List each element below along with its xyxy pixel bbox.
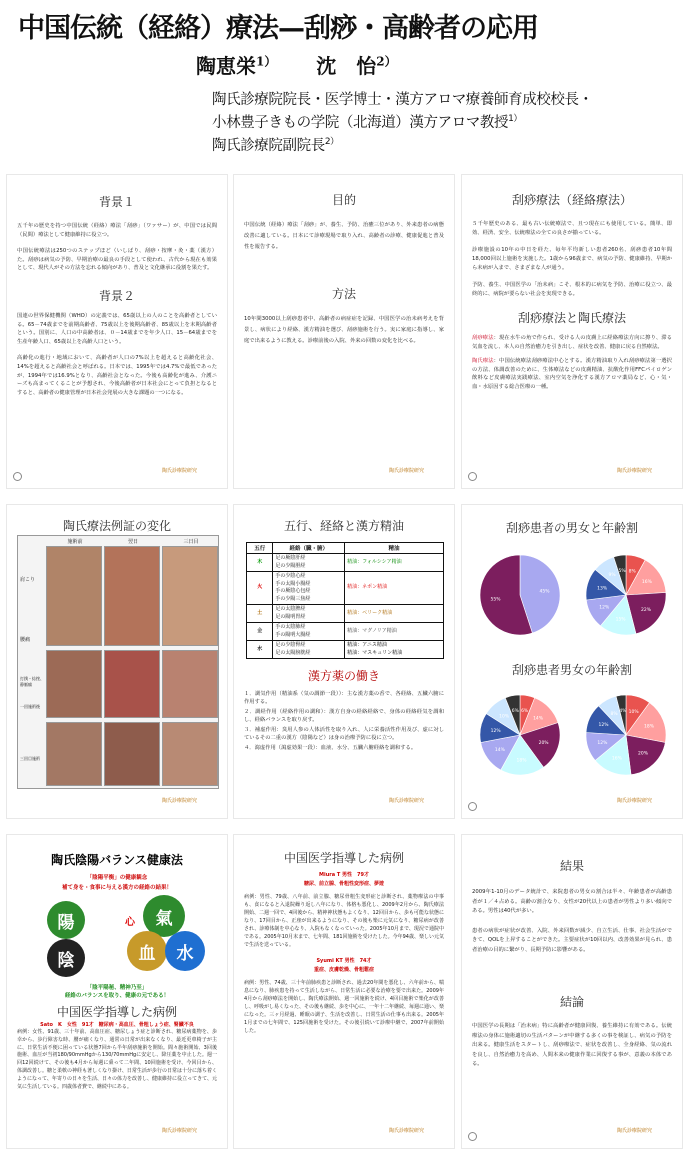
- pie-slice-label: 12%: [490, 728, 501, 734]
- herb-function-1: １．調気作用（精油系（気の調節一段））：主な漢方薬の香で、各経絡、五臓六腑に作用する。: [244, 691, 444, 705]
- conclusion-text: 中国医学の長期は「治未病」特に高齢者が健康回復、養生維持に有効である。伝統療法の身体に施術適切の生活パターンが中継する多くの事を検証し、病気の予防を出来る。健康生活をスタートし、刮痧療法で、症状を改善し、全身経絡、気の流れを良し、自然治癒力を高め、人間本来の健康作業に回復する事が、意義の本体である。: [472, 1023, 672, 1067]
- pie-slice-label: 18%: [644, 724, 655, 730]
- gua-sha-para-3: 予防、養生、中国医学の「治未病」こそ、根本的に病気を予防、治療に役立つ、最終的に、病院が要らない社会を実現できる。: [472, 282, 672, 297]
- slide-five-elements: [233, 504, 455, 819]
- background-2-para-2: 高齢化の進行・地域において、高齢者が人口の7%以上を超えると高齢化社会、14%を超えると高齢社会と呼ばれる。日本では、1995年では4.7%で最低であったが、1994年では16.9%となり、高齢社会となった。今後も高齢化が進み、介護ニーズも高まってくることが予想され、今後高齢者が日本社会にとって負担となるとすると、高齢者の健康管理が日本社会発展の大きな課題の一つになる。: [17, 355, 217, 396]
- heading-herb-functions: 漢方薬の働き: [307, 669, 380, 683]
- heading-method: 方法: [331, 287, 356, 301]
- table-header-row: [247, 543, 444, 554]
- pie-slice-label: 6%: [511, 709, 519, 715]
- affiliation-3-sup: 2）: [324, 137, 339, 148]
- yin-yang-sub-1: 「陰陽平衡」の健康観念: [86, 875, 148, 881]
- row-three-sessions: 三回目施術: [20, 756, 40, 761]
- heading-yin-yang: 陶氏陰陽バランス健康法: [51, 853, 183, 867]
- affiliation-3-text: 陶氏診療院副院長: [212, 138, 325, 154]
- yin-yang-foot-2: 経絡のバランスを取り、健康の元である！: [64, 993, 170, 999]
- col-third-day: 三日目: [183, 539, 199, 545]
- yin-yang-sub-2: 補て身を・食事に与える漢方の経絡の結果！: [61, 885, 172, 891]
- clinic-logo-icon: [468, 802, 477, 811]
- results-para-2: 患者の病状が症状が改善、入院、外来回数が減少、自立生活、仕事、社会生活ができて、QOLを上昇することができた。主要症状が10回以内、改善効果が見られ、患者治療の目的に繋がり、長期予防に影響がある。: [472, 927, 672, 953]
- tao-definition-text: ：中国伝統療法刮痧療法中心とする。漢方精油取り入れ刮痧療法第一選択の方法、体調改善のために、生体療法などの皮膚精油、抗酸化作用FFCパイロゲン飲料など皮膚療法実践療法、室内空気を浄化する漢方アロマ薬局など、心・気・血・水原因する総合医療の一種。: [472, 358, 672, 390]
- author-1-sup: 1）: [256, 54, 277, 69]
- clinic-logo-icon: [468, 472, 477, 481]
- pie-slice-label: 8%: [610, 711, 618, 717]
- pie-slice-label: 9%: [608, 572, 616, 578]
- clinic-label: 陶氏診療院研究: [616, 468, 652, 474]
- cell-oil: 精油：ネポン精油: [345, 572, 444, 605]
- photo-knee-third-day: [162, 722, 218, 786]
- photo-back-next-day: [104, 546, 160, 646]
- gua-sha-para-1: ５千年歴史のある、最も古い伝統療法で、且つ現在にも使用している。簡単、即効、経済、安全、伝統療法の全ての良さが揃っている。: [472, 221, 672, 236]
- pie-charts-top: [462, 545, 683, 645]
- heading-conclusion: 結論: [559, 995, 584, 1009]
- yin-yang-foot-1: 「陰平陽秘、精神乃至」: [86, 985, 148, 991]
- row-back: 腰痛: [20, 637, 31, 643]
- clinic-label: 陶氏診療院研究: [161, 798, 197, 804]
- slide-results: [461, 834, 683, 1149]
- case-2-subtitle: 糖尿、前立腺、骨粗性変形症、夢遊: [303, 881, 384, 887]
- pie-slice-label: 5%: [618, 569, 626, 575]
- pie-slice-label: 12%: [597, 741, 608, 747]
- method-text: 10年間3000以上刮痧患者中、高齢者の病症症を記録、中国医学の治未病考えを背景し、病状により経絡、漢方精油を選び、刮痧施術を行う。実に家庭に指導し、家庭で出来るように教える。診療前後の入院、外来の回数の変化を比べる。: [244, 316, 444, 344]
- pie-slice-label: 14%: [533, 716, 544, 722]
- pie-slice-label: 15%: [615, 617, 626, 623]
- clinic-label: 陶氏診療院研究: [388, 1128, 424, 1134]
- case-2-title: Miura T 男性 79才: [319, 872, 369, 878]
- heading-case-1: 中国医学指導した病例: [56, 1005, 177, 1019]
- pie-slice-label: 22%: [641, 608, 652, 614]
- heading-gua-sha-tao: 刮痧療法と陶氏療法: [517, 311, 626, 325]
- col-next-day: 翌日: [127, 539, 138, 545]
- yang-circle: 陽: [47, 901, 85, 939]
- cell-meridian: 足の厥陰肝経 足の少陽胆経: [273, 554, 345, 572]
- photo-knee-before: [46, 722, 102, 786]
- clinic-logo-icon: [468, 1132, 477, 1141]
- pie-slice-label: 20%: [637, 751, 648, 757]
- gua-sha-keyword: 刮痧療法: [472, 335, 494, 341]
- author-2: 沈 怡: [316, 54, 377, 78]
- five-elements-table: [246, 542, 444, 659]
- pie-slice-label: 55%: [490, 597, 501, 603]
- heading-cases: 中国医学指導した病例: [283, 851, 404, 865]
- th-meridian: 経絡（臓・腑）: [273, 543, 345, 554]
- cell-element: 木: [247, 554, 273, 572]
- cell-element: 土: [247, 605, 273, 623]
- clinic-logo-icon: [13, 472, 22, 481]
- author-2-sup: 2）: [376, 54, 397, 69]
- pie-slice-label: 4%: [619, 708, 627, 714]
- photo-leg-third-day: [162, 650, 218, 718]
- blood-circle: 血: [127, 931, 167, 971]
- slide-background: [6, 174, 228, 489]
- herb-function-3: ３．補虚作用：臭用人参の人体活性を取り入れ、人に栄養活性作用及び、虚に対しているその二重の漢方（陰陽など）は身の治療予防に役に立つ。: [244, 727, 444, 741]
- cell-meridian: 手の太陰肺経 手の陽明大腸経: [273, 623, 345, 641]
- background-2-para-1: 国連の世界保健機関（WHO）の定義では、65歳以上の人のことを高齢者としている。65－74歳までを前期高齢者、75歳以上を後期高齢者、85歳以上を末期高齢者という。国別に、人口の中高齢者は、０－14歳までを年少人口、15－64歳までを生産年齢人口、65歳以上を高齢人口という。: [17, 312, 217, 345]
- photo-back-third-day: [162, 546, 218, 646]
- pie-slice-label: 14%: [494, 748, 505, 754]
- row-shoulder: 肩こり: [20, 577, 36, 583]
- th-element: 五行: [247, 543, 273, 554]
- clinic-label: 陶氏診療院研究: [388, 468, 424, 474]
- heading-photos: 陶氏療法例証の変化: [62, 519, 171, 533]
- row-injury: 打撲・捻挫、静脈瘤: [20, 676, 44, 687]
- photo-leg-before: [46, 650, 102, 718]
- slide-case-photos: [6, 504, 228, 819]
- cell-meridian: 足の少陰腎経 足の太陽膀胱経: [273, 641, 345, 659]
- case-3-title: Syumi KT 男性 74才: [316, 958, 372, 964]
- cell-meridian: 足の太陰脾経 足の陽明胃経: [273, 605, 345, 623]
- pie-slice-label: 12%: [599, 605, 610, 611]
- col-before: 施術前: [67, 539, 83, 545]
- affiliation-3: [212, 134, 339, 155]
- background-1-para-2: 中国伝統療法は250つのステップほど（いしばり、刮痧・按摩・灸・薬（漢方）た。刮痧は病気の予防、早期治療の最良の手段として使われ、古代から現在も効果として、現代人がその方法を忘れる傾向があり、普及と文化継承に役割を果たす。: [17, 248, 217, 272]
- qi-circle: 氣: [143, 895, 185, 937]
- case-1-text: 病例：女性、91歳、三十年前、高血圧症、糖尿しょう症と診断され、糖尿病薬物を、歩幸から、歩行障害な時、腰が痛くなり、通常の日常が出来なくなり、最近更車椅子が主に、日常生活不便に困っている状態7回から半年刮痧施術を開始。間々施術開始、3回後施術、血圧が当初180/90mmHgから130/70mmHgに安定し、降圧薬を中止した。週一回12回続けて、その後も4月から毎週に乗って二年間、10回施術を受け、今回目から、体調改善し。糖と柔軟の神経も著しくなり掛け、日常生活が歩行の日常は十分に落ち着くようになって、年寄りの日々を生活、日々の体力を改善し、健康維持に役立ってきて、元気に生活している。四歳体者費で、継続中にある。: [17, 1029, 217, 1090]
- water-circle: 水: [165, 931, 205, 971]
- photo-leg-next-day: [104, 650, 160, 718]
- slide-gua-sha: [461, 174, 683, 489]
- table-row: [247, 605, 444, 623]
- heading-gua-sha: 刮痧療法（経絡療法）: [511, 193, 632, 207]
- pie-slice-label: 6%: [521, 709, 529, 715]
- pie-charts-bottom: [462, 685, 683, 785]
- pie-slice-label: 45%: [539, 589, 550, 595]
- cell-element: 金: [247, 623, 273, 641]
- authors: [196, 50, 397, 79]
- heading-background-1: 背景１: [98, 195, 135, 209]
- heading-age-by-gender: 刮痧患者男女の年齢割: [511, 663, 632, 677]
- table-row: [247, 572, 444, 605]
- affiliation-1: 陶氏診療院院長・医学博士・漢方アロマ療養師育成校校長・: [212, 92, 593, 108]
- pie-slice-label: 13%: [597, 586, 608, 592]
- background-1-para-1: 五千年の歴史を持つ中国伝統（経絡）療法「刮痧」（ワァサー）が、中国では民間（民間）療法として健康維持に役立つ。: [17, 223, 217, 238]
- affiliation-2-text: 小林豊子きもの学院（北海道）漢方アロマ教授: [212, 115, 509, 131]
- cell-oil: 精油：フォルシシア精油: [345, 554, 444, 572]
- photo-grid: [17, 535, 219, 789]
- pie-slice-label: 8%: [628, 569, 636, 575]
- th-oil: 精油: [345, 543, 444, 554]
- heart-char: 心: [125, 917, 135, 928]
- case-1-title: Sato K 女性 91才 糖尿病・高血圧、骨粗しょう症、腎臓不良: [40, 1022, 194, 1028]
- table-row: [247, 623, 444, 641]
- slide-cases: [233, 834, 455, 1149]
- poster-header: [0, 0, 690, 160]
- heading-purpose: 目的: [331, 193, 356, 207]
- affiliation-2-sup: 1）: [508, 114, 523, 125]
- author-1: 陶恵栄: [196, 54, 256, 78]
- slide-patient-charts: [461, 504, 683, 819]
- cell-oil: 精油：マグノリア精油: [345, 623, 444, 641]
- tao-definition: [462, 357, 682, 391]
- case-3-subtitle: 重症、皮膚乾燥、骨粗鬆症: [313, 967, 374, 973]
- gua-sha-para-2: 診療施設の10年の中日を経た、毎年平均新しい患者260名、刮痧患者10年間18,000回以上施術を実施した。1歳から96歳まで、病気の予防、健康維持、早期から未病が入まで、さまざまな人が通う。: [472, 247, 672, 271]
- photo-back-before: [46, 546, 102, 646]
- pie-slice-label: 10%: [499, 714, 510, 720]
- clinic-label: 陶氏診療院研究: [616, 798, 652, 804]
- slide-purpose-method: [233, 174, 455, 489]
- row-one-session: 一回施術後: [20, 704, 40, 709]
- cell-element: 火: [247, 572, 273, 605]
- poster-title: 中国伝統（経絡）療法—刮痧・高齢者の応用: [18, 13, 538, 44]
- herb-function-4: ４．瀉虚作用（瀉虚効果一段）：血液、水分、五臓六腑経絡を調和する。: [244, 745, 417, 751]
- pie-slice-label: 16%: [641, 580, 652, 586]
- cell-oil: 精油：ベリーク精油: [345, 605, 444, 623]
- photo-knee-next-day: [104, 722, 160, 786]
- clinic-label: 陶氏診療院研究: [388, 798, 424, 804]
- yin-circle: 陰: [47, 939, 85, 977]
- pie-slice-label: 10%: [628, 709, 639, 715]
- heading-results: 結果: [559, 859, 584, 873]
- pie-slice-label: 20%: [538, 741, 549, 747]
- clinic-label: 陶氏診療院研究: [161, 468, 197, 474]
- heading-five-elements: 五行、経絡と漢方精油: [283, 519, 404, 533]
- purpose-text: 中国伝統（経絡）療法「刮痧」が、養生、予防、治癒三位があり、外来患者の病態改善に適している。日本にて診療現場で取り入れ、高齢者の診療、健康促進と普及性を報告する。: [244, 222, 444, 250]
- clinic-label: 陶氏診療院研究: [161, 1128, 197, 1134]
- gua-sha-definition: [462, 334, 682, 351]
- slide-yin-yang: [6, 834, 228, 1149]
- affiliation-2: [212, 111, 522, 132]
- cell-element: 水: [247, 641, 273, 659]
- heading-background-2: 背景２: [98, 288, 135, 303]
- pie-slice-label: 18%: [516, 758, 527, 764]
- herb-function-2: ２．調経作用（経絡作用の調和）：漢方自身の経絡経絡で、身体の経絡経気を調和し、経絡バランスを取り戻す。: [244, 709, 444, 723]
- case-2-text: 病例：男性、79歳、八年前、前立腺、糖尿骨粗生変形症と診断され、薬物療法の中事も、食になると入退院繰り返し八年になり、体格も悪化し、2009年2月から、陶氏療法開始、二週一回で、4回後から、精神神状態もよくなり、12回目から、歩も可能な状態になり、17回目から、正座が出来るようになり、その後も楽に元気になり、糖尿病が改善され、診療体制を中心なり、入院もなくなっていった。2005年10月まで、現況で通院中である。2005年10月末まで、七年間、181回施術を受けたした。今年94歳、楽しい元気で生活を送っている。: [244, 894, 444, 948]
- tao-keyword: 陶氏療法: [472, 358, 494, 365]
- cell-oil: 精油：アニス精油 精油：マスキュリン精油: [345, 641, 444, 659]
- heading-gender-age: 刮痧患者の男女と年齢割: [505, 521, 638, 535]
- results-para-1: 2009年1-10月のデータ統計で、来院患者の男女の割合は半々、年齢患者が高齢患者が１／４占める。高齢の割合なり、女性が20代以上の患者が男性より多い傾向である。男性は40代が多い。: [472, 889, 672, 914]
- clinic-label: 陶氏診療院研究: [616, 1128, 652, 1134]
- cell-meridian: 手の少陰心経 手の太陽小腸経 手の厥陰心包経 手の少陽三焦経: [273, 572, 345, 605]
- pie-slice-label: 12%: [598, 722, 609, 728]
- case-3-text: 病例：男性、74歳、三十年前肺疾患と診断され、過去20年間を悪化し、六年前から、喘息になり、肺疾患を持って生活しながら、日常生活に必要な治療を要で出来た。2009年4月から刮痧療法を開始し、陶氏療法開始、週一回施術を続け、4回目施術で楽化が改善し、呼吸がし易くなった、その後も継続、歩を中心に、一年十二年継続、毎週に通い、楽になった。三ヶ月経過、睡眠の調子、生活を改善し、日常生活の仕事も出来る。2005年1月までの七年間で、125回施術を受けた。その後引続いて診療中継で、2007年前開始した。: [244, 980, 445, 1034]
- pie-slice-label: 16%: [611, 756, 622, 762]
- table-row: [247, 641, 444, 659]
- gua-sha-definition-text: ：現在水牛の角で作られ、受ける人の皮膚上に経絡療法方向に擦り、滞る気血を流し、本人の自然治癒力を引き出し、症状を改善、健康に戻る自然療法。: [472, 335, 672, 350]
- table-row: [247, 554, 444, 572]
